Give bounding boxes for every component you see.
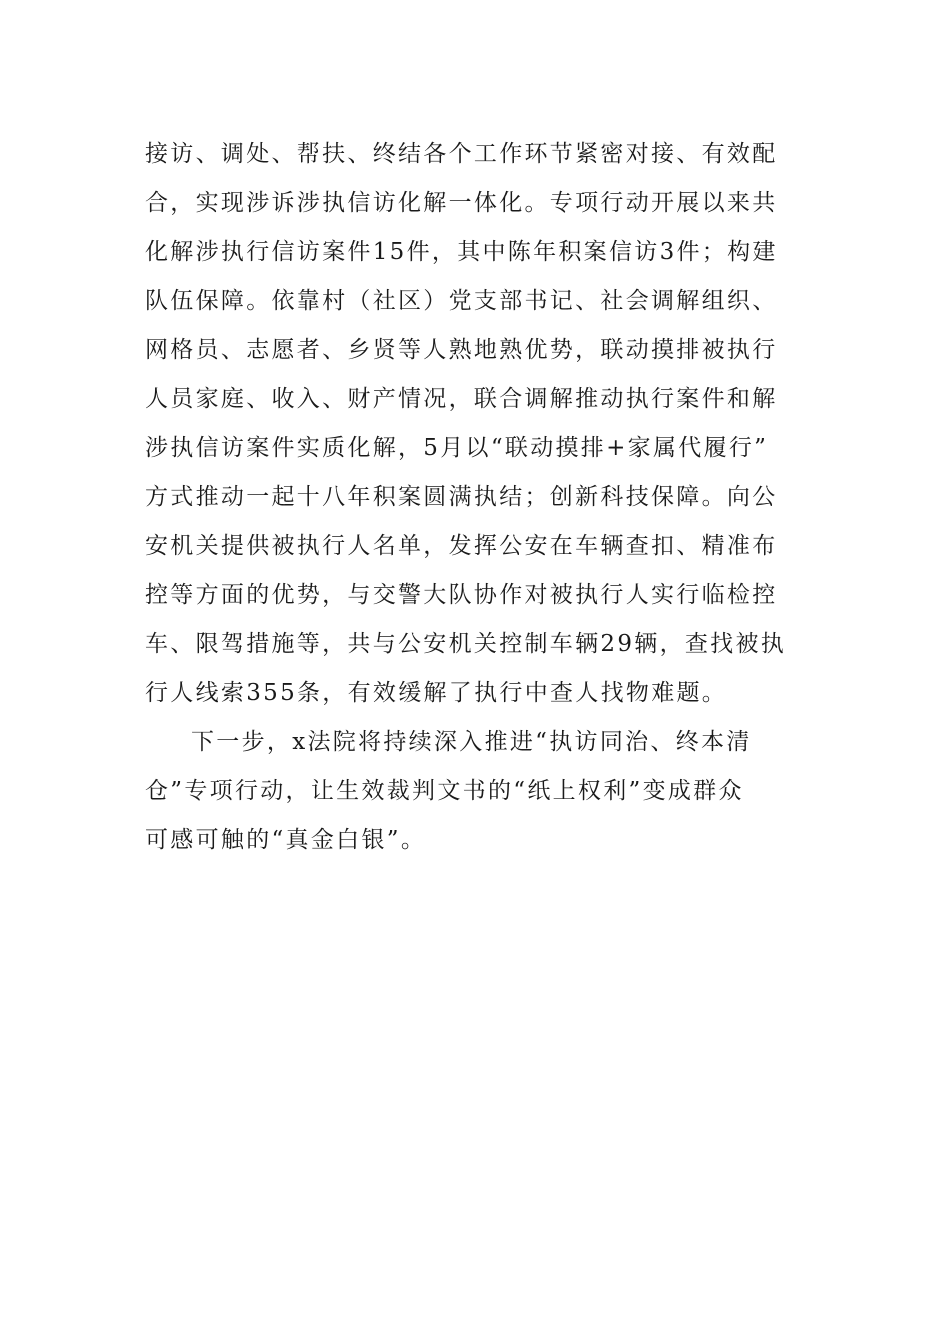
text-line: 控等方面的优势，与交警大队协作对被执行人实行临检控 [145,582,778,608]
text-line: 接访、调处、帮扶、终结各个工作环节紧密对接、有效配 [145,141,778,167]
text-line: 网格员、志愿者、乡贤等人熟地熟优势，联动摸排被执行 [145,337,778,363]
document-body [145,130,805,865]
text-line: 涉执信访案件实质化解，5月以“联动摸排+家属代履行” [145,435,769,461]
text-line: 下一步，x法院将持续深入推进“执访同治、终本清 [191,729,752,755]
paragraph-continued [145,130,805,718]
paragraph-next-steps [145,718,805,865]
text-line: 行人线索355条，有效缓解了执行中查人找物难题。 [145,680,728,706]
text-line: 人员家庭、收入、财产情况，联合调解推动执行案件和解 [145,386,778,412]
text-line: 队伍保障。依靠村（社区）党支部书记、社会调解组织、 [145,288,778,314]
text-line: 方式推动一起十八年积案圆满执结；创新科技保障。向公 [145,484,778,510]
text-line: 合，实现涉诉涉执信访化解一体化。专项行动开展以来共 [145,190,778,216]
text-line: 安机关提供被执行人名单，发挥公安在车辆查扣、精准布 [145,533,778,559]
text-line: 仓”专项行动，让生效裁判文书的“纸上权利”变成群众 [145,778,744,804]
text-line: 化解涉执行信访案件15件，其中陈年积案信访3件；构建 [145,239,778,265]
text-line: 可感可触的“真金白银”。 [145,827,427,853]
text-line: 车、限驾措施等，共与公安机关控制车辆29辆，查找被执 [145,631,787,657]
